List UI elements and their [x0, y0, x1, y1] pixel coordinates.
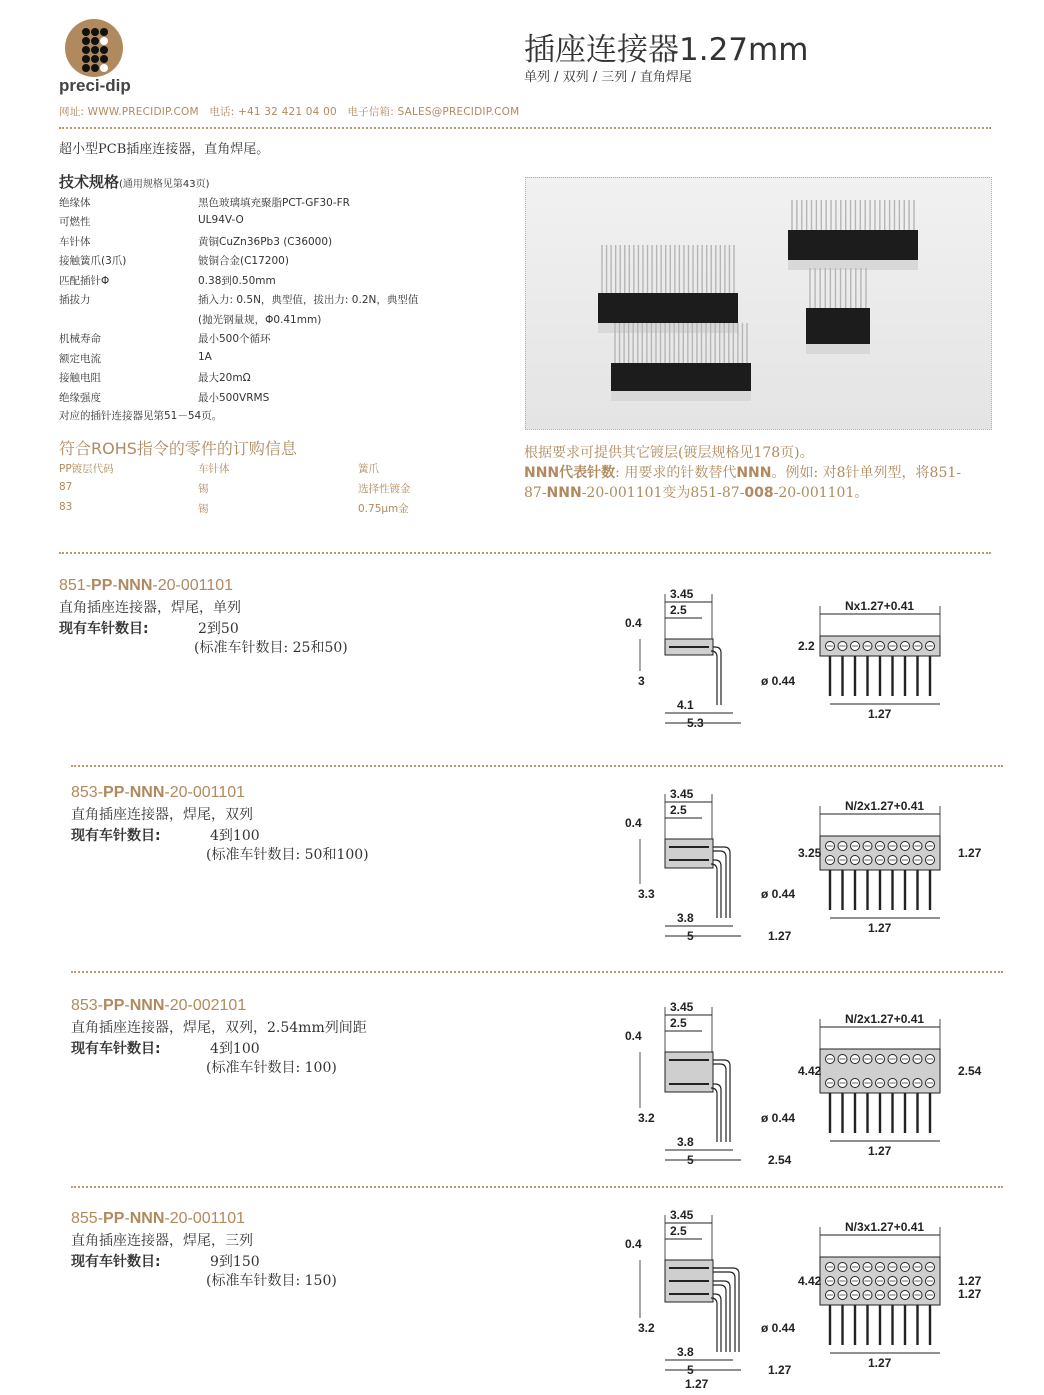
svg-text:4.1: 4.1	[677, 698, 694, 712]
svg-text:Nx1.27+0.41: Nx1.27+0.41	[845, 599, 915, 613]
svg-text:ø 0.44: ø 0.44	[761, 1111, 796, 1125]
pin-count-range: 4到100	[210, 828, 260, 844]
part-number: 853-PP-NNN-20-002101	[71, 997, 247, 1014]
logo-text: preci-dip	[59, 76, 131, 95]
spec-value: 最小500个循环	[198, 333, 271, 345]
part-number: 855-PP-NNN-20-001101	[71, 1210, 246, 1227]
svg-text:1.27: 1.27	[958, 846, 982, 860]
pin-count-label: 现有车针数目:	[71, 1254, 161, 1270]
spec-value: UL94V-O	[198, 214, 244, 226]
svg-text:2.5: 2.5	[670, 603, 687, 617]
spec-label: 绝缘体	[59, 197, 91, 209]
pin-count-label: 现有车针数目:	[71, 828, 161, 844]
spec-label: 接触簧爪(3爪)	[59, 255, 127, 267]
pin-count-range: 2到50	[198, 621, 239, 637]
standard-pin-count: (标准车针数目: 150)	[206, 1273, 337, 1289]
spec-label: 机械寿命	[59, 333, 101, 345]
svg-text:3.45: 3.45	[670, 587, 694, 601]
rohs-cell: 83	[59, 501, 73, 513]
pin-count-range: 4到100	[210, 1041, 260, 1057]
svg-text:0.4: 0.4	[625, 1029, 642, 1043]
spec-value: (抛光钢量规，Φ0.41mm)	[198, 314, 322, 326]
dimension-drawing	[620, 1205, 1000, 1390]
standard-pin-count: (标准车针数目: 100)	[206, 1060, 337, 1076]
svg-text:N/2x1.27+0.41: N/2x1.27+0.41	[845, 1012, 925, 1026]
svg-text:3.45: 3.45	[670, 1000, 694, 1014]
svg-text:2.5: 2.5	[670, 1016, 687, 1030]
rohs-header: 簧爪	[358, 463, 379, 475]
divider	[59, 552, 991, 554]
plating-note: 根据要求可提供其它镀层(镀层规格见178页)。 NNN代表针数: 用要求的针数替代NNN。例如: 对8针单列型，将851- 87-NNN-20-001101变为851-87-008-20-001101。	[524, 445, 962, 501]
svg-text:1.27: 1.27	[958, 1274, 982, 1288]
rohs-cell: 锡	[198, 503, 209, 515]
dimension-drawing	[620, 784, 1000, 959]
divider	[71, 1186, 1003, 1188]
svg-text:3.2: 3.2	[638, 1321, 655, 1335]
standard-pin-count: (标准车针数目: 25和50)	[194, 640, 348, 656]
part-description: 直角插座连接器，焊尾，双列，2.54mm列间距	[71, 1020, 367, 1036]
spec-value: 黑色玻璃填充聚脂PCT-GF30-FR	[198, 197, 350, 209]
svg-text:3.8: 3.8	[677, 1135, 694, 1149]
page-subtitle: 单列 / 双列 / 三列 / 直角焊尾	[524, 70, 692, 85]
part-description: 直角插座连接器，焊尾，单列	[59, 600, 241, 616]
svg-text:3.45: 3.45	[670, 787, 694, 801]
svg-text:2.54: 2.54	[958, 1064, 982, 1078]
svg-text:N/2x1.27+0.41: N/2x1.27+0.41	[845, 799, 925, 813]
spec-label: 可燃性	[59, 216, 91, 228]
svg-text:3: 3	[638, 674, 645, 688]
rohs-cell: 锡	[198, 483, 209, 495]
intro-text: 超小型PCB插座连接器，直角焊尾。	[59, 142, 270, 157]
spec-value: 最大20mΩ	[198, 372, 251, 384]
spec-value: 1A	[198, 351, 212, 363]
specs-heading: 技术规格(通用规格见第43页)	[59, 173, 210, 191]
pin-count-label: 现有车针数目:	[59, 621, 149, 637]
svg-text:0.4: 0.4	[625, 816, 642, 830]
svg-text:5: 5	[687, 1363, 694, 1377]
svg-text:3.45: 3.45	[670, 1208, 694, 1222]
svg-text:5.3: 5.3	[687, 716, 704, 730]
logo	[64, 18, 124, 78]
rohs-cell: 0.75μm金	[358, 503, 409, 515]
spec-label: 插拔力	[59, 294, 91, 306]
product-photo	[525, 177, 992, 430]
standard-pin-count: (标准车针数目: 50和100)	[206, 847, 369, 863]
spec-label: 匹配插针Φ	[59, 275, 110, 287]
connector-photo-icon	[526, 178, 991, 429]
divider	[59, 127, 991, 129]
part-description: 直角插座连接器，焊尾，三列	[71, 1233, 253, 1249]
svg-text:N/3x1.27+0.41: N/3x1.27+0.41	[845, 1220, 925, 1234]
logo-mark-icon	[64, 18, 124, 78]
svg-text:0.4: 0.4	[625, 1237, 642, 1251]
svg-text:4.42: 4.42	[798, 1064, 822, 1078]
svg-text:1.27: 1.27	[768, 929, 792, 943]
svg-text:ø 0.44: ø 0.44	[761, 674, 796, 688]
svg-text:1.27: 1.27	[868, 707, 892, 721]
svg-text:3.8: 3.8	[677, 1345, 694, 1359]
rohs-cell: 87	[59, 481, 73, 493]
dimension-drawing	[620, 584, 1000, 744]
dimension-drawing	[620, 997, 1000, 1172]
spec-value: 黄铜CuZn36Pb3 (C36000)	[198, 236, 333, 248]
spec-value: 铍铜合金(C17200)	[198, 255, 289, 267]
svg-text:1.27: 1.27	[685, 1377, 709, 1390]
spec-value: 最小500VRMS	[198, 392, 270, 404]
spec-value: 0.38到0.50mm	[198, 275, 276, 287]
rohs-cell: 选择性镀金	[358, 483, 411, 495]
svg-text:ø 0.44: ø 0.44	[761, 1321, 796, 1335]
svg-text:3.25: 3.25	[798, 846, 822, 860]
svg-text:3.3: 3.3	[638, 887, 655, 901]
svg-text:1.27: 1.27	[868, 1356, 892, 1370]
svg-text:3.8: 3.8	[677, 911, 694, 925]
page-title: 插座连接器1.27mm	[524, 32, 809, 68]
svg-text:2.5: 2.5	[670, 803, 687, 817]
svg-text:4.42: 4.42	[798, 1274, 822, 1288]
contact-line: 网址: WWW.PRECIDIP.COM 电话: +41 32 421 04 00 电子信箱: SALES@PRECIDIP.COM	[59, 106, 520, 118]
pin-count-label: 现有车针数目:	[71, 1041, 161, 1057]
spec-label: 接触电阻	[59, 372, 101, 384]
rohs-title: 符合ROHS指令的零件的订购信息	[59, 439, 297, 458]
divider	[71, 765, 1003, 767]
part-number: 853-PP-NNN-20-001101	[71, 784, 246, 801]
part-number: 851-PP-NNN-20-001101	[59, 577, 234, 594]
spec-label: 绝缘强度	[59, 392, 101, 404]
svg-text:1.27: 1.27	[768, 1363, 792, 1377]
svg-text:5: 5	[687, 929, 694, 943]
svg-text:1.27: 1.27	[958, 1287, 982, 1301]
rohs-header: 车针体	[198, 463, 230, 475]
spec-value: 插入力: 0.5N，典型值，拔出力: 0.2N，典型值	[198, 294, 419, 306]
svg-text:2.5: 2.5	[670, 1224, 687, 1238]
svg-text:0.4: 0.4	[625, 616, 642, 630]
svg-text:ø 0.44: ø 0.44	[761, 887, 796, 901]
svg-text:2.54: 2.54	[768, 1153, 792, 1167]
svg-text:1.27: 1.27	[868, 921, 892, 935]
rohs-header: PP镀层代码	[59, 463, 114, 475]
spec-footnote: 对应的插针连接器见第51－54页。	[59, 410, 223, 422]
svg-text:3.2: 3.2	[638, 1111, 655, 1125]
spec-label: 车针体	[59, 236, 91, 248]
spec-label: 额定电流	[59, 353, 101, 365]
svg-text:1.27: 1.27	[868, 1144, 892, 1158]
divider	[71, 971, 1003, 973]
svg-text:2.2: 2.2	[798, 639, 815, 653]
part-description: 直角插座连接器，焊尾，双列	[71, 807, 253, 823]
pin-count-range: 9到150	[210, 1254, 260, 1270]
svg-text:5: 5	[687, 1153, 694, 1167]
